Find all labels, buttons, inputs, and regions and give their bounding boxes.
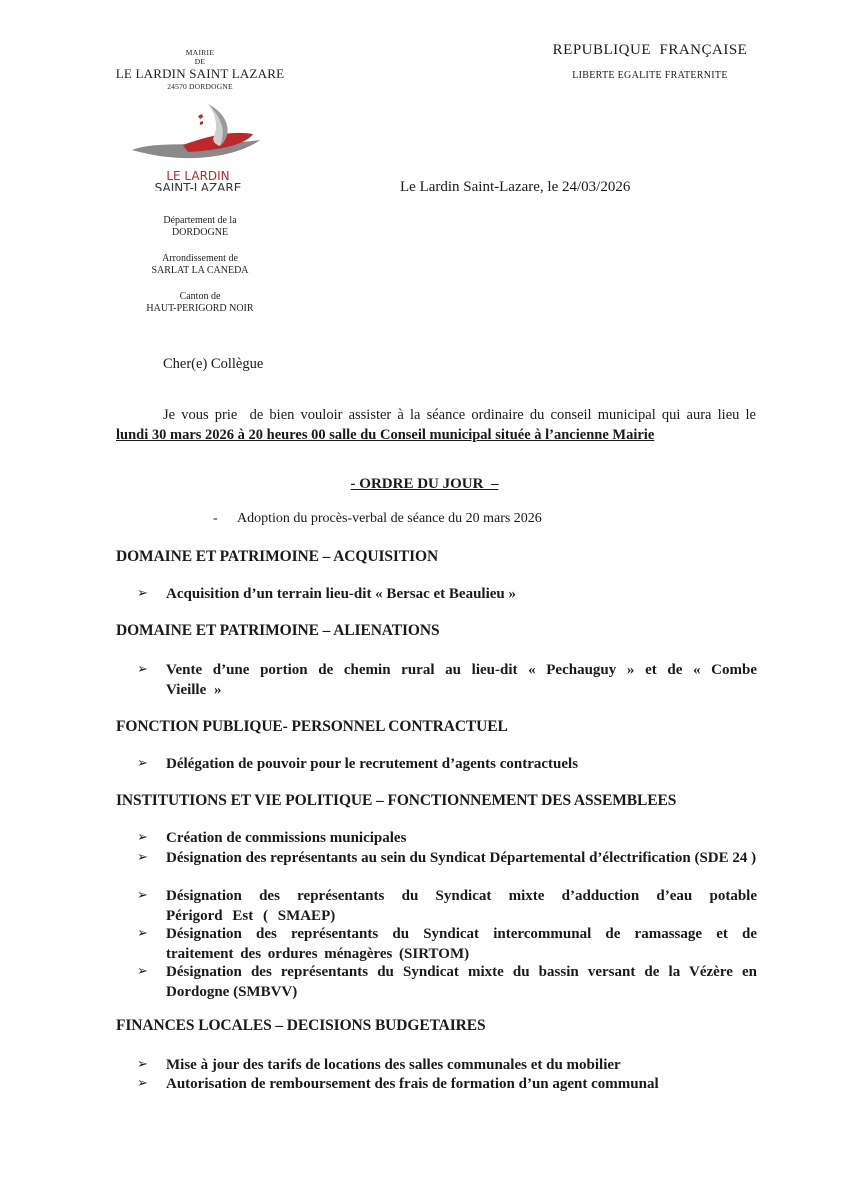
- arrow-bullet-icon: ➢: [137, 586, 148, 601]
- mairie-line1: MAIRIE: [185, 48, 215, 57]
- invitation-paragraph: [116, 405, 756, 445]
- logo-text-line1: LE LARDIN: [166, 169, 230, 183]
- arrow-bullet-icon: ➢: [137, 830, 148, 845]
- departement-value: DORDOGNE: [171, 227, 229, 238]
- arrow-bullet-icon: ➢: [137, 1057, 148, 1072]
- mairie-line2: DE: [194, 57, 206, 66]
- logo-text-line2: SAINT-LAZARE: [154, 182, 242, 191]
- arrow-bullet-icon: ➢: [137, 756, 148, 771]
- republic-motto: LIBERTE EGALITE FRATERNITE: [572, 70, 728, 81]
- agenda-title: - ORDRE DU JOUR –: [350, 476, 499, 492]
- arrow-bullet-icon: ➢: [137, 850, 148, 865]
- date-line: Le Lardin Saint-Lazare, le 24/03/2026: [400, 179, 631, 195]
- agenda-item: ➢ Autorisation de remboursement des frais de formation d’un agent communal: [137, 1076, 659, 1092]
- arrondissement-label: Arrondissement de: [162, 253, 238, 264]
- logo-red-mark: [198, 114, 203, 119]
- section-title-institutions: INSTITUTIONS ET VIE POLITIQUE – FONCTIONNEMENT DES ASSEMBLEES: [116, 792, 677, 809]
- logo-red-mark-2: [200, 121, 203, 125]
- preliminary-text: Adoption du procès-verbal de séance du 20 mars 2026: [237, 511, 542, 526]
- preliminary-item: [213, 511, 542, 527]
- commune-postal: 24570 DORDOGNE: [167, 82, 233, 91]
- agenda-item: ➢ Vente d’une portion de chemin rural au lieu-dit « Pechauguy » et de « Combe Vieille »: [137, 662, 757, 698]
- arrow-bullet-icon: ➢: [137, 662, 148, 677]
- section-title-fonction-publique: FONCTION PUBLIQUE- PERSONNEL CONTRACTUEL: [116, 718, 508, 735]
- canton-label: Canton de: [179, 291, 221, 302]
- departement-label: Département de la: [163, 215, 237, 226]
- canton-block: [120, 291, 280, 315]
- agenda-item: ➢ Acquisition d’un terrain lieu-dit « Bersac et Beaulieu »: [137, 586, 516, 602]
- greeting: Cher(e) Collègue: [163, 356, 264, 372]
- arrondissement-value: SARLAT LA CANEDA: [151, 265, 249, 276]
- republic-title: REPUBLIQUE FRANÇAISE: [552, 42, 748, 58]
- arrow-bullet-icon: ➢: [137, 926, 148, 941]
- arrondissement-block: [120, 253, 280, 277]
- agenda-item: ➢ Création de commissions municipales: [137, 830, 407, 846]
- arrow-bullet-icon: ➢: [137, 964, 148, 979]
- agenda-item: ➢ Désignation des représentants au sein du Syndicat Départemental d’électrification (SDE 24 ): [137, 850, 757, 866]
- agenda-item: ➢ Mise à jour des tarifs de locations des salles communales et du mobilier: [137, 1057, 621, 1073]
- commune-name: LE LARDIN SAINT LAZARE: [115, 66, 285, 81]
- meeting-details: lundi 30 mars 2026 à 20 heures 00 salle du Conseil municipal située à l’ancienne Mairie: [116, 427, 655, 443]
- agenda-item: ➢ Désignation des représentants du Syndicat mixte d’adduction d’eau potable Périgord Est ( SMAEP): [137, 888, 757, 924]
- section-title-finances: FINANCES LOCALES – DECISIONS BUDGETAIRES: [116, 1017, 486, 1034]
- departement-block: [120, 215, 280, 239]
- canton-value: HAUT-PERIGORD NOIR: [146, 303, 254, 314]
- agenda-item: ➢ Désignation des représentants du Syndicat intercommunal de ramassage et de traitement des ordures ménagères (SIRTOM): [137, 926, 757, 962]
- mairie-label: [100, 48, 300, 66]
- agenda-item: ➢ Désignation des représentants du Syndicat mixte du bassin versant de la Vézère en Dordogne (SMBVV): [137, 964, 757, 1000]
- dash-bullet: -: [213, 511, 218, 526]
- section-title-alienations: DOMAINE ET PATRIMOINE – ALIENATIONS: [116, 622, 440, 639]
- arrow-bullet-icon: ➢: [137, 1076, 148, 1091]
- agenda-item: ➢ Délégation de pouvoir pour le recrutement d’agents contractuels: [137, 756, 579, 772]
- section-title-acquisition: DOMAINE ET PATRIMOINE – ACQUISITION: [116, 548, 439, 565]
- arrow-bullet-icon: ➢: [137, 888, 148, 903]
- invitation-line1: Je vous prie de bien vouloir assister à la séance ordinaire du conseil municipal qui aura lieu le: [163, 407, 756, 423]
